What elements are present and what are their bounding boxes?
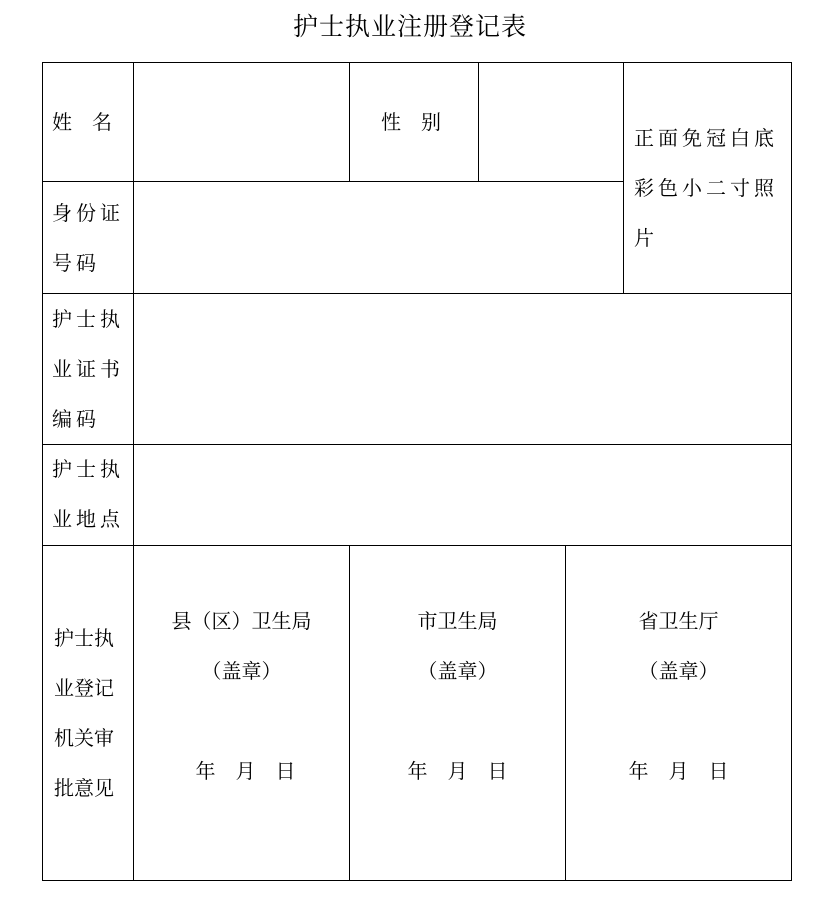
certificate-code-label	[52, 294, 124, 444]
city-health-bureau-block	[350, 596, 565, 796]
table-border-bottom	[42, 880, 792, 881]
photo-note-line: 彩色小二寸照	[634, 176, 778, 200]
gender-label: 性 别	[381, 110, 441, 134]
authority-date: 年 月 日	[195, 759, 296, 783]
table-border-right	[791, 62, 792, 881]
authority-name: 市卫生局	[417, 609, 498, 633]
authority-date: 年 月 日	[628, 759, 729, 783]
row-divider-1	[42, 181, 623, 182]
table-border-left	[42, 62, 43, 881]
label-line: 业登记	[54, 676, 114, 700]
authority-date: 年 月 日	[407, 759, 508, 783]
row-divider-4	[42, 545, 792, 546]
authority-seal: （盖章）	[638, 659, 719, 683]
label-line: 业证书	[52, 357, 124, 381]
authority-spacer	[566, 696, 791, 746]
authority-name: 县（区）卫生局	[171, 609, 312, 633]
label-line: 身份证	[52, 201, 124, 225]
name-gender-divider	[349, 62, 350, 182]
authority-seal: （盖章）	[201, 659, 282, 683]
photo-note-line: 片	[634, 226, 658, 250]
label-line: 护士执	[52, 457, 124, 481]
practice-location-label	[52, 444, 124, 544]
authority-spacer	[350, 696, 565, 746]
photo-note-line: 正面免冠白底	[634, 126, 778, 150]
label-line: 护士执	[54, 626, 114, 650]
photo-note	[634, 113, 778, 263]
authority-spacer	[134, 696, 349, 746]
provincial-health-department-block	[566, 596, 791, 796]
photo-column-divider	[623, 62, 624, 294]
label-line: 业地点	[52, 507, 124, 531]
row-divider-2	[42, 293, 792, 294]
authority-seal: （盖章）	[417, 659, 498, 683]
row-divider-3	[42, 444, 792, 445]
table-border-top	[42, 62, 792, 63]
label-line: 批意见	[54, 776, 114, 800]
id-number-label	[52, 188, 124, 288]
label-line: 号码	[52, 251, 100, 275]
label-line: 机关审	[54, 726, 114, 750]
approval-opinion-label	[54, 613, 114, 813]
label-line: 编码	[52, 407, 100, 431]
gender-value-divider	[478, 62, 479, 182]
authority-name: 省卫生厅	[638, 609, 719, 633]
county-health-bureau-block	[134, 596, 349, 796]
form-title: 护士执业注册登记表	[292, 12, 527, 41]
name-label: 姓 名	[52, 110, 112, 134]
label-line: 护士执	[52, 307, 124, 331]
